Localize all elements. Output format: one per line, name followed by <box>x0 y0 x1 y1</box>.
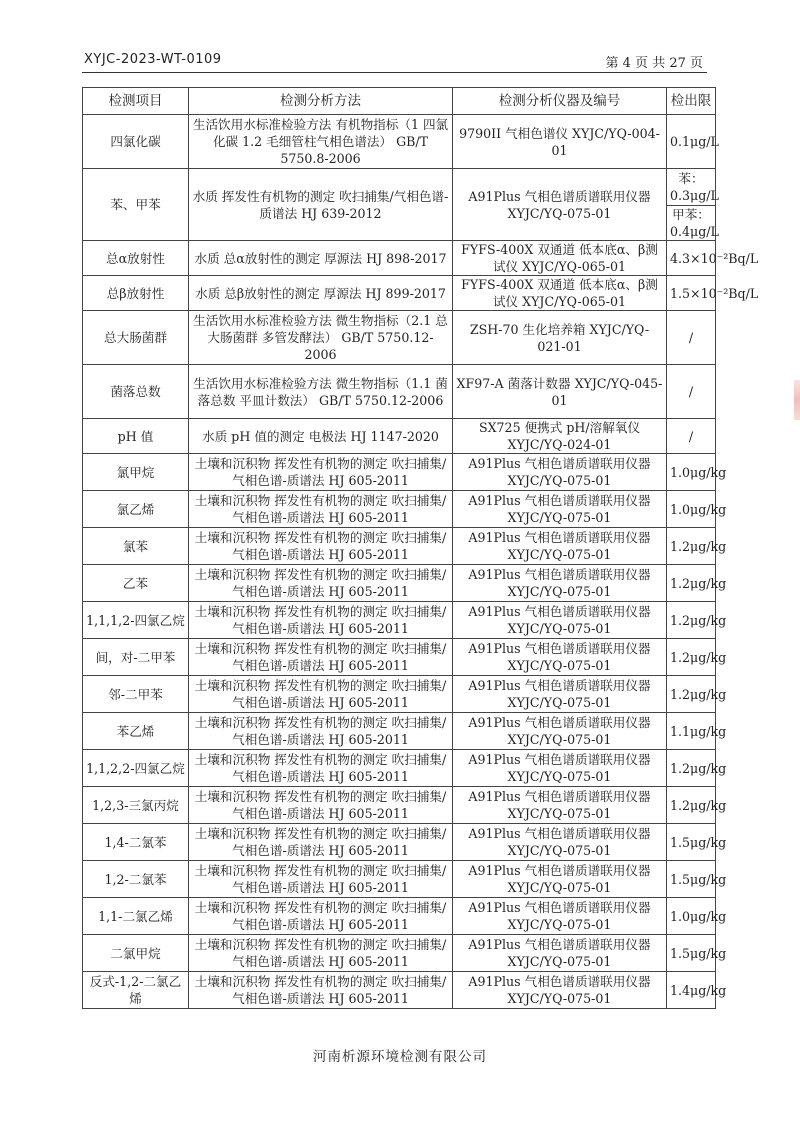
method-cell: 土壤和沉积物 挥发性有机物的测定 吹扫捕集/气相色谱-质谱法 HJ 605-2011 <box>189 528 453 565</box>
column-header: 检出限 <box>667 88 716 115</box>
instrument-cell: FYFS-400X 双通道 低本底α、β测试仪 XYJC/YQ-065-01 <box>453 276 667 311</box>
instrument-cell: FYFS-400X 双通道 低本底α、β测试仪 XYJC/YQ-065-01 <box>453 241 667 276</box>
item-cell: 总大肠菌群 <box>83 311 189 365</box>
table-row <box>83 419 716 454</box>
item-cell: 反式-1,2-二氯乙烯 <box>83 972 189 1009</box>
instrument-cell: A91Plus 气相色谱质谱联用仪器 XYJC/YQ-075-01 <box>453 935 667 972</box>
instrument-cell: A91Plus 气相色谱质谱联用仪器 XYJC/YQ-075-01 <box>453 639 667 676</box>
item-cell: 苯乙烯 <box>83 713 189 750</box>
limit-cell: 1.5μg/kg <box>667 935 716 972</box>
table-body <box>83 115 759 1009</box>
limit-cell: 1.2μg/kg <box>667 676 716 713</box>
table-header-row <box>83 88 716 115</box>
instrument-cell: A91Plus 气相色谱质谱联用仪器 XYJC/YQ-075-01 <box>453 602 667 639</box>
method-cell: 水质 pH 值的测定 电极法 HJ 1147-2020 <box>189 419 453 454</box>
table-row <box>83 115 716 169</box>
page-indicator: 第 4 页 共 27 页 <box>605 56 703 71</box>
table-row <box>83 935 716 972</box>
instrument-cell: A91Plus 气相色谱质谱联用仪器 XYJC/YQ-075-01 <box>453 491 667 528</box>
report-number: XYJC-2023-WT-0109 <box>84 52 222 67</box>
method-cell: 土壤和沉积物 挥发性有机物的测定 吹扫捕集/气相色谱-质谱法 HJ 605-2011 <box>189 491 453 528</box>
table-row <box>83 241 716 276</box>
table-row <box>83 365 716 419</box>
method-cell: 土壤和沉积物 挥发性有机物的测定 吹扫捕集/气相色谱-质谱法 HJ 605-2011 <box>189 898 453 935</box>
method-cell: 生活饮用水标准检验方法 微生物指标（1.1 菌落总数 平皿计数法） GB/T 5750.12-2006 <box>189 365 453 419</box>
limit-cell: / <box>667 311 716 365</box>
instrument-cell: XF97-A 菌落计数器 XYJC/YQ-045-01 <box>453 365 667 419</box>
instrument-cell: A91Plus 气相色谱质谱联用仪器 XYJC/YQ-075-01 <box>453 824 667 861</box>
header-rule <box>82 72 707 73</box>
limit-cell: 甲苯：0.4μg/L <box>667 206 716 241</box>
method-cell: 生活饮用水标准检验方法 微生物指标（2.1 总大肠菌群 多管发酵法） GB/T 5750.12-2006 <box>189 311 453 365</box>
table-row <box>83 276 716 311</box>
table-row <box>83 639 716 676</box>
limit-cell: 1.5μg/kg <box>667 861 716 898</box>
method-cell: 土壤和沉积物 挥发性有机物的测定 吹扫捕集/气相色谱-质谱法 HJ 605-2011 <box>189 750 453 787</box>
table-row <box>83 169 716 206</box>
table-row <box>83 454 716 491</box>
item-cell: 氯乙烯 <box>83 491 189 528</box>
detection-methods-table <box>82 87 759 1009</box>
instrument-cell: ZSH-70 生化培养箱 XYJC/YQ-021-01 <box>453 311 667 365</box>
instrument-cell: A91Plus 气相色谱质谱联用仪器 XYJC/YQ-075-01 <box>453 750 667 787</box>
instrument-cell: 9790II 气相色谱仪 XYJC/YQ-004-01 <box>453 115 667 169</box>
instrument-cell: A91Plus 气相色谱质谱联用仪器 XYJC/YQ-075-01 <box>453 898 667 935</box>
item-cell: pH 值 <box>83 419 189 454</box>
table-row <box>83 528 716 565</box>
table-row <box>83 972 716 1009</box>
item-cell: 1,2,3-三氯丙烷 <box>83 787 189 824</box>
limit-cell: 1.0μg/kg <box>667 898 716 935</box>
item-cell: 1,4-二氯苯 <box>83 824 189 861</box>
table-row <box>83 861 716 898</box>
table-row <box>83 602 716 639</box>
item-cell: 1,1,2,2-四氯乙烷 <box>83 750 189 787</box>
table-row <box>83 491 716 528</box>
item-cell: 乙苯 <box>83 565 189 602</box>
instrument-cell: A91Plus 气相色谱质谱联用仪器 XYJC/YQ-075-01 <box>453 169 667 241</box>
method-cell: 土壤和沉积物 挥发性有机物的测定 吹扫捕集/气相色谱-质谱法 HJ 605-2011 <box>189 565 453 602</box>
limit-cell: / <box>667 365 716 419</box>
method-cell: 土壤和沉积物 挥发性有机物的测定 吹扫捕集/气相色谱-质谱法 HJ 605-2011 <box>189 935 453 972</box>
method-cell: 生活饮用水标准检验方法 有机物指标（1 四氯化碳 1.2 毛细管柱气相色谱法） GB/T 5750.8-2006 <box>189 115 453 169</box>
limit-cell: 1.1μg/kg <box>667 713 716 750</box>
item-cell: 1,2-二氯苯 <box>83 861 189 898</box>
limit-cell: 1.2μg/kg <box>667 750 716 787</box>
item-cell: 1,1,1,2-四氯乙烷 <box>83 602 189 639</box>
item-cell: 苯、甲苯 <box>83 169 189 241</box>
method-cell: 水质 总α放射性的测定 厚源法 HJ 898-2017 <box>189 241 453 276</box>
method-cell: 土壤和沉积物 挥发性有机物的测定 吹扫捕集/气相色谱-质谱法 HJ 605-2011 <box>189 787 453 824</box>
item-cell: 总β放射性 <box>83 276 189 311</box>
limit-cell: 1.2μg/kg <box>667 528 716 565</box>
method-cell: 水质 总β放射性的测定 厚源法 HJ 899-2017 <box>189 276 453 311</box>
limit-cell: 1.2μg/kg <box>667 602 716 639</box>
instrument-cell: A91Plus 气相色谱质谱联用仪器 XYJC/YQ-075-01 <box>453 565 667 602</box>
instrument-cell: A91Plus 气相色谱质谱联用仪器 XYJC/YQ-075-01 <box>453 713 667 750</box>
method-cell: 土壤和沉积物 挥发性有机物的测定 吹扫捕集/气相色谱-质谱法 HJ 605-2011 <box>189 454 453 491</box>
column-header: 检测分析仪器及编号 <box>453 88 667 115</box>
method-cell: 土壤和沉积物 挥发性有机物的测定 吹扫捕集/气相色谱-质谱法 HJ 605-2011 <box>189 972 453 1009</box>
instrument-cell: A91Plus 气相色谱质谱联用仪器 XYJC/YQ-075-01 <box>453 861 667 898</box>
seal-edge-mark <box>794 380 800 420</box>
company-footer: 河南析源环境检测有限公司 <box>313 1049 487 1065</box>
table-row <box>83 676 716 713</box>
limit-cell: 0.1μg/L <box>667 115 716 169</box>
method-cell: 土壤和沉积物 挥发性有机物的测定 吹扫捕集/气相色谱-质谱法 HJ 605-2011 <box>189 602 453 639</box>
item-cell: 菌落总数 <box>83 365 189 419</box>
item-cell: 四氯化碳 <box>83 115 189 169</box>
limit-cell: 4.3×10⁻²Bq/L <box>667 241 716 276</box>
limit-cell: / <box>667 419 716 454</box>
limit-cell: 1.2μg/kg <box>667 639 716 676</box>
method-cell: 土壤和沉积物 挥发性有机物的测定 吹扫捕集/气相色谱-质谱法 HJ 605-2011 <box>189 824 453 861</box>
table-row <box>83 824 716 861</box>
instrument-cell: SX725 便携式 pH/溶解氧仪 XYJC/YQ-024-01 <box>453 419 667 454</box>
item-cell: 氯甲烷 <box>83 454 189 491</box>
table-row <box>83 311 716 365</box>
column-header: 检测分析方法 <box>189 88 453 115</box>
column-header: 检测项目 <box>83 88 189 115</box>
method-cell: 土壤和沉积物 挥发性有机物的测定 吹扫捕集/气相色谱-质谱法 HJ 605-2011 <box>189 676 453 713</box>
method-cell: 水质 挥发性有机物的测定 吹扫捕集/气相色谱-质谱法 HJ 639-2012 <box>189 169 453 241</box>
table-row <box>83 898 716 935</box>
limit-cell: 1.0μg/kg <box>667 454 716 491</box>
instrument-cell: A91Plus 气相色谱质谱联用仪器 XYJC/YQ-075-01 <box>453 676 667 713</box>
limit-cell: 1.2μg/kg <box>667 787 716 824</box>
limit-cell: 1.0μg/kg <box>667 491 716 528</box>
instrument-cell: A91Plus 气相色谱质谱联用仪器 XYJC/YQ-075-01 <box>453 528 667 565</box>
instrument-cell: A91Plus 气相色谱质谱联用仪器 XYJC/YQ-075-01 <box>453 787 667 824</box>
limit-cell: 1.5μg/kg <box>667 824 716 861</box>
item-cell: 氯苯 <box>83 528 189 565</box>
limit-cell: 1.5×10⁻²Bq/L <box>667 276 716 311</box>
table-row <box>83 713 716 750</box>
table-row <box>83 565 716 602</box>
method-cell: 土壤和沉积物 挥发性有机物的测定 吹扫捕集/气相色谱-质谱法 HJ 605-2011 <box>189 639 453 676</box>
table-row <box>83 787 716 824</box>
item-cell: 1,1-二氯乙烯 <box>83 898 189 935</box>
item-cell: 邻-二甲苯 <box>83 676 189 713</box>
limit-cell: 1.4μg/kg <box>667 972 716 1009</box>
instrument-cell: A91Plus 气相色谱质谱联用仪器 XYJC/YQ-075-01 <box>453 454 667 491</box>
instrument-cell: A91Plus 气相色谱质谱联用仪器 XYJC/YQ-075-01 <box>453 972 667 1009</box>
method-cell: 土壤和沉积物 挥发性有机物的测定 吹扫捕集/气相色谱-质谱法 HJ 605-2011 <box>189 861 453 898</box>
method-cell: 土壤和沉积物 挥发性有机物的测定 吹扫捕集/气相色谱-质谱法 HJ 605-2011 <box>189 713 453 750</box>
item-cell: 二氯甲烷 <box>83 935 189 972</box>
limit-cell: 1.2μg/kg <box>667 565 716 602</box>
item-cell: 总α放射性 <box>83 241 189 276</box>
limit-cell: 苯：0.3μg/L <box>667 169 716 206</box>
item-cell: 间，对-二甲苯 <box>83 639 189 676</box>
table-row <box>83 750 716 787</box>
